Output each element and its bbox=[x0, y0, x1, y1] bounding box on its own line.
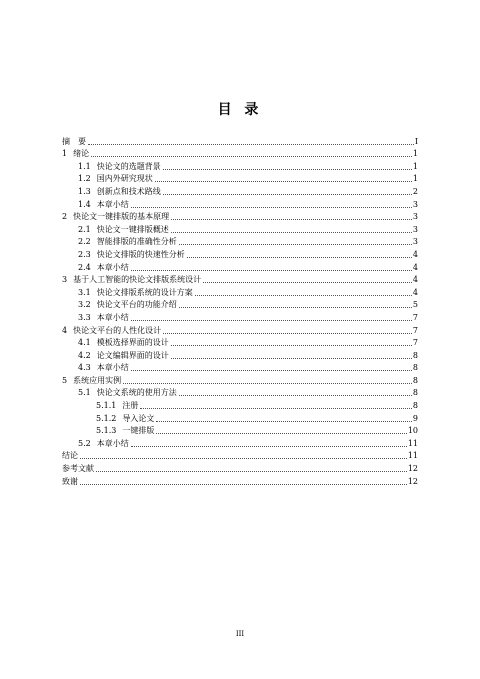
toc-leader-dots bbox=[179, 395, 412, 396]
toc-entry-label bbox=[62, 376, 121, 386]
toc-entry[interactable] bbox=[62, 298, 418, 311]
toc-entry-label bbox=[78, 313, 129, 323]
toc-leader-dots bbox=[163, 194, 412, 195]
toc-entry-number: 1.1 bbox=[78, 161, 91, 171]
toc-entry[interactable] bbox=[62, 386, 418, 399]
toc-leader-dots bbox=[131, 270, 412, 271]
toc-entry[interactable] bbox=[62, 398, 418, 411]
toc-entry-label bbox=[62, 464, 94, 474]
toc-leader-dots bbox=[155, 181, 412, 182]
toc-entry-text: 本章小结 bbox=[96, 262, 129, 272]
toc-leader-dots bbox=[171, 345, 412, 346]
toc-entry-page: 8 bbox=[412, 401, 418, 411]
toc-entry-page: 8 bbox=[412, 388, 418, 398]
toc-entry-number: 1.3 bbox=[78, 186, 91, 196]
toc-entry-page: 1 bbox=[412, 174, 418, 184]
toc-entry-page: 11 bbox=[407, 438, 418, 448]
toc-entry-label bbox=[78, 351, 169, 361]
toc-entry[interactable] bbox=[62, 134, 418, 147]
toc-entry-page: 10 bbox=[407, 426, 418, 436]
toc-entry-text: 智能排版的准确性分析 bbox=[96, 237, 177, 247]
toc-entry-label bbox=[62, 275, 201, 285]
toc-leader-dots bbox=[80, 484, 407, 485]
toc-entry-number: 3 bbox=[62, 275, 68, 285]
toc-entry-number: 4.2 bbox=[78, 350, 91, 360]
toc-leader-dots bbox=[140, 408, 412, 409]
toc-entry-number: 5.1.1 bbox=[96, 401, 117, 411]
toc-entry[interactable] bbox=[62, 260, 418, 273]
toc-entry-text: 基于人工智能的快论文排版系统设计 bbox=[73, 275, 202, 285]
toc-entry-text: 绪论 bbox=[73, 149, 90, 159]
toc-entry-number: 2 bbox=[62, 212, 68, 222]
toc-leader-dots bbox=[131, 207, 412, 208]
toc-entry-number: 1 bbox=[62, 149, 68, 159]
toc-entry-number: 5.1.3 bbox=[96, 426, 117, 436]
toc-entry-label bbox=[78, 174, 153, 184]
toc-entry[interactable] bbox=[62, 235, 418, 248]
toc-entry-page: 3 bbox=[412, 212, 418, 222]
toc-entry-number: 4.3 bbox=[78, 363, 91, 373]
toc-entry[interactable] bbox=[62, 222, 418, 235]
toc-leader-dots bbox=[163, 169, 412, 170]
toc-leader-dots bbox=[195, 295, 412, 296]
toc-leader-dots bbox=[80, 458, 407, 459]
toc-entry[interactable] bbox=[62, 323, 418, 336]
toc-leader-dots bbox=[179, 244, 412, 245]
toc-leader-dots bbox=[171, 232, 412, 233]
toc-entry-page: 8 bbox=[412, 350, 418, 360]
toc-entry-label bbox=[62, 451, 78, 461]
toc-entry[interactable] bbox=[62, 285, 418, 298]
toc-entry-page: 7 bbox=[412, 312, 418, 322]
toc-entry[interactable] bbox=[62, 147, 418, 160]
toc-entry-text: 快论文的选题背景 bbox=[96, 161, 161, 171]
toc-entry-text: 致谢 bbox=[62, 476, 78, 486]
toc-entry-page: 11 bbox=[407, 451, 418, 461]
toc-entry-label bbox=[96, 426, 154, 436]
toc-entry-label bbox=[78, 250, 185, 260]
toc-entry-page: 1 bbox=[412, 149, 418, 159]
toc-entry-number: 5.1 bbox=[78, 388, 91, 398]
toc-entry-label bbox=[96, 401, 138, 411]
toc-leader-dots bbox=[123, 383, 412, 384]
toc-entry-text: 模板选择界面的设计 bbox=[96, 338, 169, 348]
toc-entry-text: 本章小结 bbox=[96, 363, 129, 373]
toc-entry-page: 4 bbox=[412, 287, 418, 297]
toc-entry-number: 4.1 bbox=[78, 338, 91, 348]
toc-entry-label bbox=[78, 187, 161, 197]
toc-entry-label bbox=[62, 477, 78, 487]
toc-entry-text: 快论文排版的快速性分析 bbox=[96, 249, 185, 259]
toc-entry[interactable] bbox=[62, 310, 418, 323]
toc-entry[interactable] bbox=[62, 197, 418, 210]
toc-entry-text: 摘 要 bbox=[62, 136, 86, 146]
toc-entry-page: I bbox=[414, 136, 418, 146]
toc-entry-page: 5 bbox=[412, 300, 418, 310]
toc-entry[interactable] bbox=[62, 210, 418, 223]
toc-entry-number: 2.3 bbox=[78, 249, 91, 259]
page-title: 目 录 bbox=[217, 102, 263, 118]
toc-entry[interactable] bbox=[62, 361, 418, 374]
toc-entry-page: 8 bbox=[412, 375, 418, 385]
toc-entry[interactable] bbox=[62, 461, 418, 474]
toc-entry[interactable] bbox=[62, 159, 418, 172]
toc-entry[interactable] bbox=[62, 373, 418, 386]
toc-entry-text: 本章小结 bbox=[96, 438, 129, 448]
toc-entry-label bbox=[78, 363, 129, 373]
toc-entry[interactable] bbox=[62, 172, 418, 185]
toc-leader-dots bbox=[156, 421, 412, 422]
toc-entry-text: 本章小结 bbox=[96, 199, 129, 209]
toc-entry-page: 7 bbox=[412, 338, 418, 348]
page-number: III bbox=[235, 630, 245, 638]
toc-entry-text: 国内外研究现状 bbox=[96, 174, 153, 184]
toc-entry[interactable] bbox=[62, 348, 418, 361]
toc-entry-text: 快论文平台的功能介绍 bbox=[96, 300, 177, 310]
toc-entry-number: 3.3 bbox=[78, 312, 91, 322]
toc-entry-label bbox=[62, 212, 169, 222]
toc-entry-number: 5.1.2 bbox=[96, 413, 117, 423]
toc-entry-label bbox=[78, 439, 129, 449]
toc-leader-dots bbox=[171, 219, 412, 220]
toc-entry-page: 4 bbox=[412, 262, 418, 272]
toc-entry-page: 3 bbox=[412, 224, 418, 234]
toc-leader-dots bbox=[171, 358, 412, 359]
toc-entry-number: 2.1 bbox=[78, 224, 91, 234]
toc-entry-text: 系统应用实例 bbox=[73, 375, 122, 385]
toc-entry-text: 导入论文 bbox=[122, 413, 155, 423]
toc-entry-page: 12 bbox=[407, 476, 418, 486]
toc-leader-dots bbox=[203, 282, 412, 283]
toc-entry-text: 本章小结 bbox=[96, 312, 129, 322]
toc-entry-label bbox=[78, 200, 129, 210]
toc-entry[interactable] bbox=[62, 247, 418, 260]
toc-entry-number: 5.2 bbox=[78, 438, 91, 448]
toc-entry-page: 8 bbox=[412, 363, 418, 373]
toc-leader-dots bbox=[96, 471, 407, 472]
toc-entry-page: 3 bbox=[412, 199, 418, 209]
toc-entry[interactable] bbox=[62, 273, 418, 286]
toc-entry-text: 快论文排版系统的设计方案 bbox=[96, 287, 193, 297]
toc-entry[interactable] bbox=[62, 436, 418, 449]
toc-entry-page: 1 bbox=[412, 161, 418, 171]
table-of-contents bbox=[62, 134, 418, 487]
toc-entry-text: 快论文一键排版概述 bbox=[96, 224, 169, 234]
toc-entry-label bbox=[78, 263, 129, 273]
toc-entry-label bbox=[96, 414, 154, 424]
toc-entry-page: 3 bbox=[412, 237, 418, 247]
toc-entry-text: 快论文一键排版的基本原理 bbox=[73, 212, 170, 222]
toc-entry-text: 注册 bbox=[122, 401, 139, 411]
toc-entry-page: 4 bbox=[412, 249, 418, 259]
toc-entry-number: 1.4 bbox=[78, 199, 91, 209]
toc-leader-dots bbox=[163, 333, 412, 334]
toc-entry-label bbox=[62, 137, 86, 147]
toc-entry-number: 4 bbox=[62, 325, 68, 335]
toc-entry-label bbox=[78, 162, 161, 172]
toc-entry-text: 创新点和技术路线 bbox=[96, 186, 161, 196]
toc-entry-page: 4 bbox=[412, 275, 418, 285]
toc-entry-label bbox=[62, 326, 161, 336]
toc-entry-label bbox=[62, 149, 89, 159]
toc-leader-dots bbox=[91, 156, 412, 157]
toc-entry-number: 2.2 bbox=[78, 237, 91, 247]
toc-entry[interactable] bbox=[62, 411, 418, 424]
toc-entry-label bbox=[78, 388, 177, 398]
toc-entry-number: 3.2 bbox=[78, 300, 91, 310]
toc-entry[interactable] bbox=[62, 336, 418, 349]
toc-entry[interactable] bbox=[62, 184, 418, 197]
toc-entry-page: 7 bbox=[412, 325, 418, 335]
toc-entry-text: 一键排版 bbox=[122, 426, 155, 436]
toc-entry-label bbox=[78, 300, 177, 310]
toc-entry-text: 论文编辑界面的设计 bbox=[96, 350, 169, 360]
toc-leader-dots bbox=[88, 144, 414, 145]
toc-leader-dots bbox=[131, 370, 412, 371]
toc-entry[interactable] bbox=[62, 474, 418, 487]
toc-entry-label bbox=[78, 225, 169, 235]
toc-entry[interactable] bbox=[62, 424, 418, 437]
toc-entry-text: 参考文献 bbox=[62, 464, 94, 474]
toc-leader-dots bbox=[187, 257, 412, 258]
toc-entry-text: 结论 bbox=[62, 451, 78, 461]
toc-entry-number: 1.2 bbox=[78, 174, 91, 184]
toc-entry-label bbox=[78, 338, 169, 348]
toc-entry-number: 2.4 bbox=[78, 262, 91, 272]
toc-leader-dots bbox=[156, 433, 406, 434]
toc-entry-page: 12 bbox=[407, 464, 418, 474]
toc-entry-number: 3.1 bbox=[78, 287, 91, 297]
toc-leader-dots bbox=[179, 307, 412, 308]
toc-entry-label bbox=[78, 288, 193, 298]
toc-leader-dots bbox=[131, 446, 407, 447]
toc-entry-text: 快论文系统的使用方法 bbox=[96, 388, 177, 398]
toc-entry-label bbox=[78, 237, 177, 247]
toc-entry-number: 5 bbox=[62, 375, 68, 385]
toc-entry-text: 快论文平台的人性化设计 bbox=[73, 325, 162, 335]
toc-leader-dots bbox=[131, 320, 412, 321]
toc-entry-page: 2 bbox=[412, 186, 418, 196]
toc-entry-page: 9 bbox=[412, 413, 418, 423]
toc-entry[interactable] bbox=[62, 449, 418, 462]
